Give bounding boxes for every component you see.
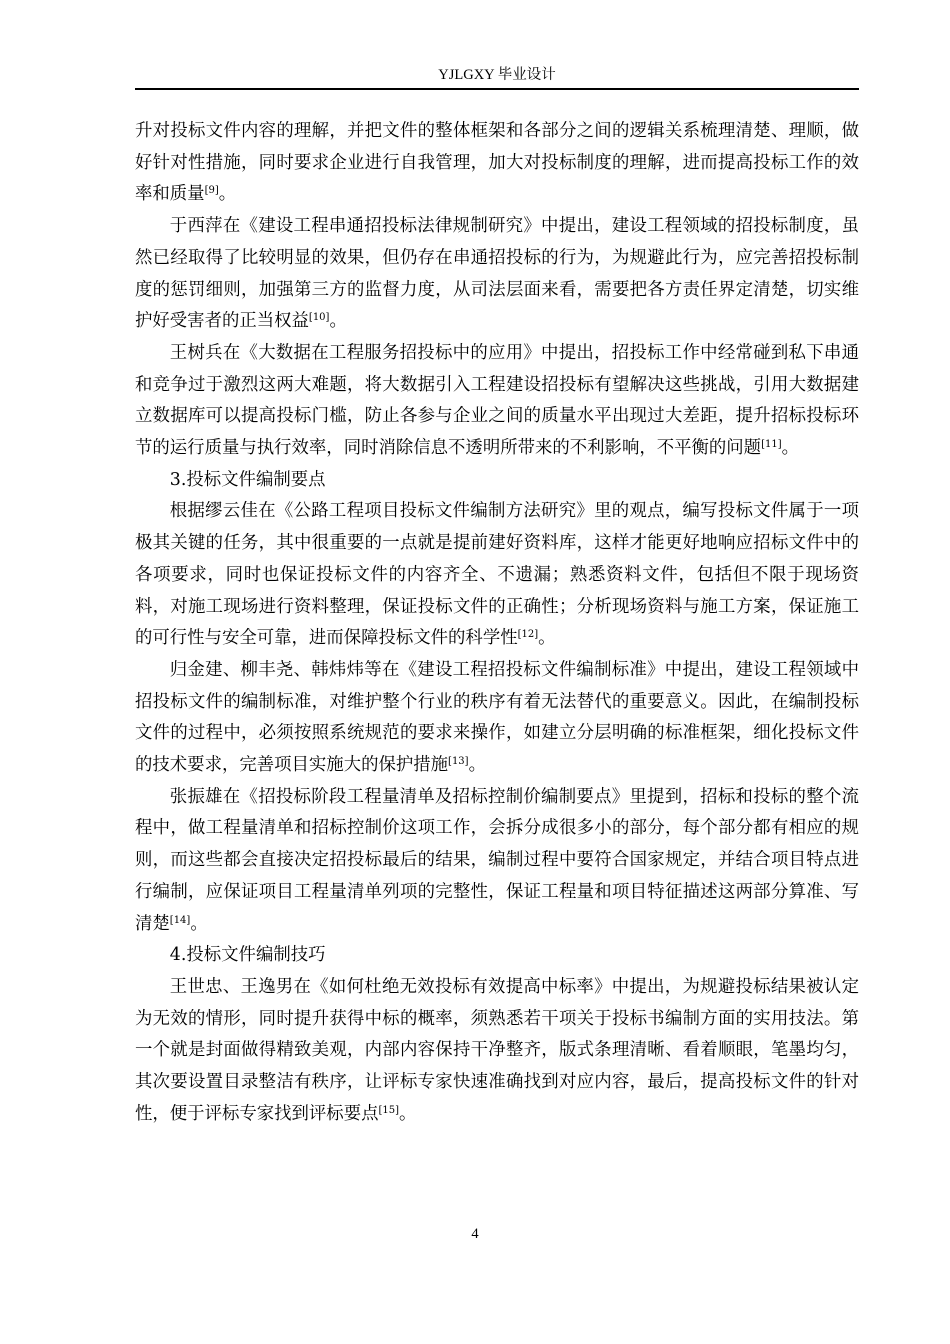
citation-ref: [11] bbox=[761, 439, 782, 451]
paragraph-end: 。 bbox=[218, 184, 237, 205]
paragraph-end: 。 bbox=[781, 438, 800, 459]
citation-ref: [10] bbox=[308, 312, 330, 324]
paragraph bbox=[135, 116, 859, 211]
paragraph-text: 于西萍在《建设工程串通招投标法律规制研究》中提出，建设工程领域的招投标制度，虽然已经取得了比较明显的效果，但仍存在串通招投标的行为，为规避此行为，应完善招投标制度的惩罚细则，加强第三方的监督力度，从司法层面来看，需要把各方责任界定清楚，切实维护好受害者的正当权益 bbox=[135, 216, 859, 332]
body-text bbox=[135, 116, 859, 1131]
page-header: YJLGXY 毕业设计 bbox=[438, 67, 556, 83]
paragraph-text: 张振雄在《招投标阶段工程量清单及招标控制价编制要点》里提到，招标和投标的整个流程中，做工程量清单和招标控制价这项工作，会拆分成很多小的部分，每个部分都有相应的规则，而这些都会直接决定招投标最后的结果，编制过程中要符合国家规定，并结合项目特点进行编制，应保证项目工程量清单列项的完整性，保证工程量和项目特征描述这两部分算准、写清楚 bbox=[135, 786, 859, 934]
paragraph-text: 王树兵在《大数据在工程服务招投标中的应用》中提出，招投标工作中经常碰到私下串通和竞争过于激烈这两大难题，将大数据引入工程建设招投标有望解决这些挑战，引用大数据建立数据库可以提高投标门槛，防止各参与企业之间的质量水平出现过大差距，提升招标投标环节的运行质量与执行效率，同时消除信息不透明所带来的不利影响，不平衡的问题 bbox=[135, 342, 859, 459]
citation-ref: [9] bbox=[204, 185, 219, 197]
paragraph-end: 。 bbox=[329, 311, 347, 332]
section-heading-text: 3.投标文件编制要点 bbox=[169, 469, 326, 490]
paragraph bbox=[135, 496, 859, 655]
paragraph bbox=[135, 655, 859, 782]
paragraph-end: 。 bbox=[399, 1103, 417, 1124]
page-number: 4 bbox=[471, 1226, 479, 1242]
section-heading bbox=[135, 465, 859, 497]
paragraph-text: 升对投标文件内容的理解，并把文件的整体框架和各部分之间的逻辑关系梳理清楚、理顺，做好针对性措施，同时要求企业进行自我管理，加大对投标制度的理解，进而提高投标工作的效率和质量 bbox=[135, 121, 859, 205]
paragraph-text: 根据缪云佳在《公路工程项目投标文件编制方法研究》里的观点，编写投标文件属于一项极其关键的任务，其中很重要的一点就是提前建好资料库，这样才能更好地响应招标文件中的各项要求，同时也保证投标文件的内容齐全、不遗漏；熟悉资料文件，包括但不限于现场资料，对施工现场进行资料整理，保证投标文件的正确性；分析现场资料与施工方案，保证施工的可行性与安全可靠，进而保障投标文件的科学性 bbox=[135, 501, 859, 649]
citation-ref: [12] bbox=[517, 629, 539, 641]
section-heading-text: 4.投标文件编制技巧 bbox=[169, 945, 326, 966]
paragraph bbox=[135, 972, 859, 1131]
paragraph-end: 。 bbox=[468, 755, 486, 776]
paragraph-end: 。 bbox=[538, 628, 556, 649]
citation-ref: [14] bbox=[169, 914, 191, 926]
paragraph-text: 归金建、柳丰尧、韩炜炜等在《建设工程招投标文件编制标准》中提出，建设工程领域中招投标文件的编制标准，对维护整个行业的秩序有着无法替代的重要意义。因此，在编制投标文件的过程中，必须按照系统规范的要求来操作，如建立分层明确的标准框架，细化投标文件的技术要求，完善项目实施大的保护措施 bbox=[135, 659, 859, 776]
paragraph-text: 王世忠、王逸男在《如何杜绝无效投标有效提高中标率》中提出，为规避投标结果被认定为无效的情形，同时提升获得中标的概率，须熟悉若干项关于投标书编制方面的实用技法。第一个就是封面做得精致美观，内部内容保持干净整齐，版式条理清晰、看着顺眼，笔墨均匀，其次要设置目录整洁有秩序，让评标专家快速准确找到对应内容，最后，提高投标文件的针对性，便于评标专家找到评标要点 bbox=[135, 976, 859, 1124]
paragraph bbox=[135, 338, 859, 465]
paragraph-end: 。 bbox=[190, 913, 208, 934]
citation-ref: [15] bbox=[378, 1104, 400, 1116]
header-rule bbox=[135, 88, 859, 90]
paragraph bbox=[135, 211, 859, 338]
paragraph bbox=[135, 782, 859, 941]
section-heading bbox=[135, 940, 859, 972]
citation-ref: [13] bbox=[448, 756, 469, 768]
